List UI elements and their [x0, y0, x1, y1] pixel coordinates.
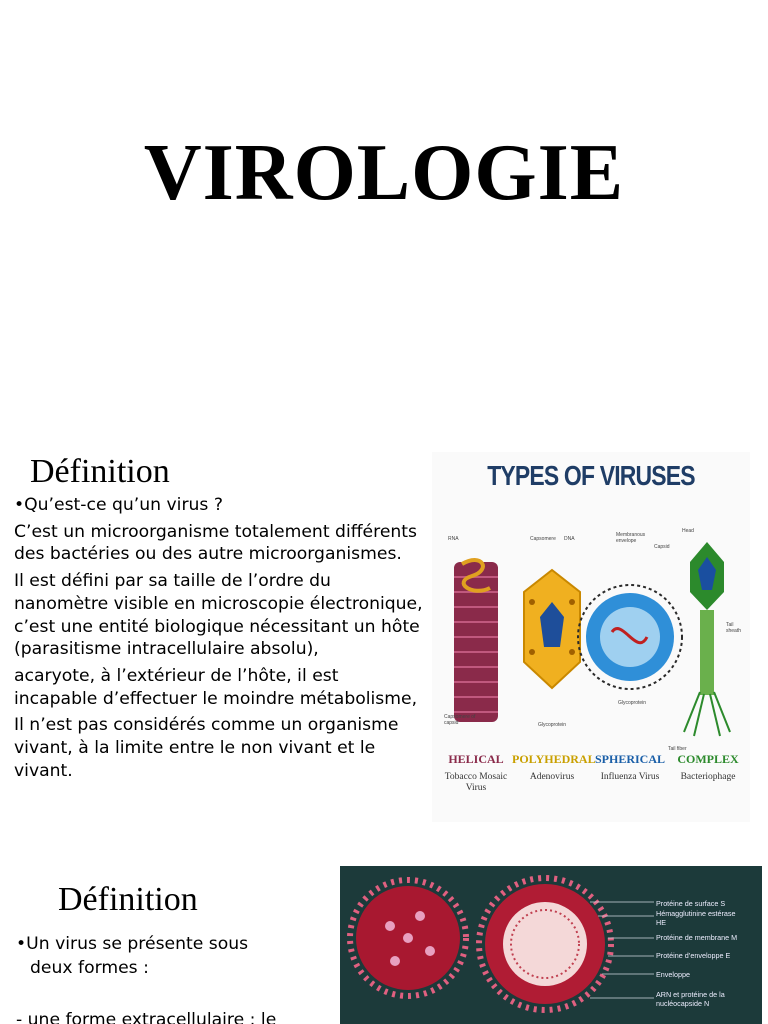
label-capsomere: Capsomere — [530, 536, 556, 542]
helical-virus-icon — [454, 560, 498, 722]
slide-title: Définition — [30, 453, 170, 490]
definition-slide — [0, 430, 768, 830]
slide-title: Définition — [58, 881, 198, 918]
main-title: VIROLOGIE — [143, 129, 625, 217]
figure-title: TYPES OF VIRUSES — [487, 460, 695, 491]
paragraph: acaryote, à l’extérieur de l’hôte, il est incapable d’effectuer le moindre métabolisme, — [14, 665, 418, 709]
definition-slide-2 — [0, 862, 768, 1024]
label-glycoprotein-spherical: Glycoprotein — [618, 700, 647, 706]
label-tail-fiber: Tail fiber — [668, 746, 687, 752]
legend-he: Hémagglutinine estérase HE — [656, 909, 736, 927]
type-label-spherical: SPHERICAL — [594, 752, 665, 766]
type-example-spherical: Influenza Virus — [600, 772, 660, 782]
extracellular-form-line: - une forme extracellulaire : le — [16, 1010, 277, 1024]
definition-text — [16, 932, 316, 1024]
paragraph: Il n’est pas considérés comme un organisme vivant, à la limite entre le non vivant et le vivant. — [14, 715, 399, 781]
label-dna: DNA — [564, 536, 575, 542]
coronavirus-outer-icon — [350, 880, 466, 996]
polyhedral-virus-icon — [524, 570, 580, 688]
title-slide — [0, 0, 768, 420]
paragraph: Il est défini par sa taille de l’ordre du nanomètre visible en microscopie électronique, c’est une entité biologique nécessitant un hôte (parasitisme intracellulaire absolu), — [14, 571, 423, 660]
complex-virus-icon — [684, 542, 730, 736]
label-capsomere-of-capsid: Capsomere of capsid — [444, 714, 476, 726]
paragraph: C’est un microorganisme totalement différents des bactéries ou des autre microorganismes. — [14, 521, 417, 565]
label-glycoprotein: Glycoprotein — [538, 722, 567, 728]
coronavirus-figure — [340, 866, 762, 1024]
spherical-virus-icon — [578, 585, 682, 689]
legend-envelope: Enveloppe — [656, 970, 690, 979]
legend-rna: ARN et protéine de la nucléocapside N — [656, 990, 725, 1008]
label-head: Head — [682, 528, 694, 534]
label-membranous-envelope: Membranous envelope — [616, 532, 646, 544]
type-label-complex: COMPLEX — [677, 752, 739, 766]
type-example-polyhedral: Adenovirus — [529, 772, 575, 782]
legend-spike: Protéine de surface S — [656, 899, 726, 908]
definition-text — [14, 494, 426, 786]
label-capsid: Capsid — [654, 544, 670, 550]
type-label-polyhedral: POLYHEDRAL — [512, 752, 596, 766]
bullet-forms-cont: deux formes : — [30, 958, 149, 978]
legend-envelope-protein: Protéine d’enveloppe E — [656, 951, 731, 960]
type-label-helical: HELICAL — [448, 752, 504, 766]
legend-membrane: Protéine de membrane M — [656, 933, 738, 942]
bullet-forms: • Un virus se présente sous — [16, 932, 316, 956]
type-example-helical: Tobacco Mosaic Virus — [444, 772, 508, 793]
label-rna: RNA — [448, 536, 459, 542]
bullet-question: • Qu’est-ce qu’un virus ? — [14, 494, 426, 517]
label-tail-sheath: Tail sheath — [726, 622, 742, 634]
type-example-complex: Bacteriophage — [680, 772, 736, 782]
virus-types-figure — [432, 452, 750, 822]
coronavirus-section-icon — [479, 878, 611, 1010]
